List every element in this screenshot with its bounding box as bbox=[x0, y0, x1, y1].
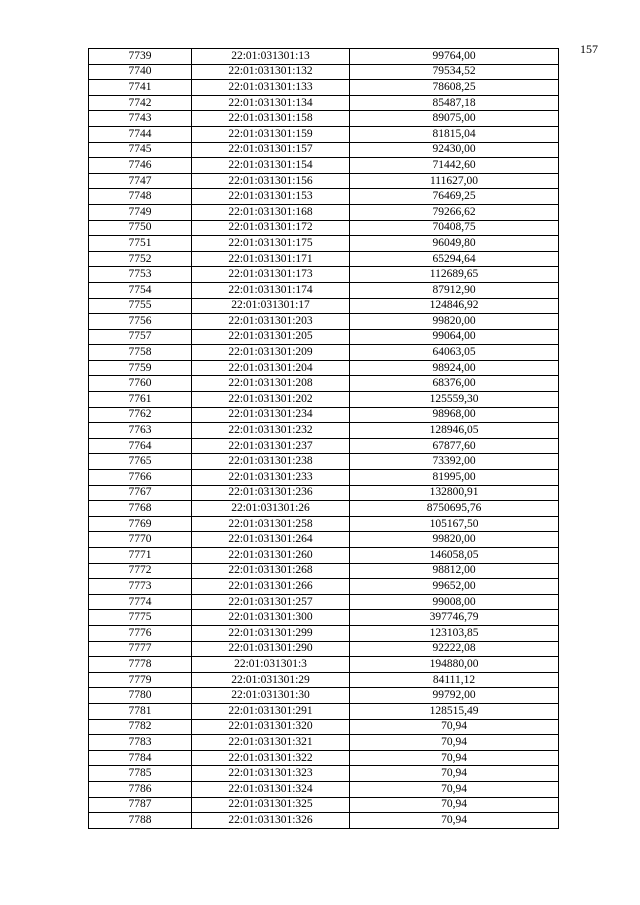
cadastral-value-cell: 99652,00 bbox=[350, 579, 559, 595]
table-row bbox=[89, 189, 559, 205]
cadastral-value-cell: 73392,00 bbox=[350, 454, 559, 470]
cadastral-value-cell: 125559,30 bbox=[350, 392, 559, 408]
cadastral-value-cell: 128515,49 bbox=[350, 703, 559, 719]
table-row bbox=[89, 485, 559, 501]
row-number-cell: 7760 bbox=[89, 376, 192, 392]
row-number-cell: 7747 bbox=[89, 173, 192, 189]
table-row bbox=[89, 470, 559, 486]
table-row bbox=[89, 501, 559, 517]
cadastral-value-cell: 99764,00 bbox=[350, 49, 559, 65]
table-row bbox=[89, 376, 559, 392]
row-number-cell: 7770 bbox=[89, 532, 192, 548]
row-number-cell: 7776 bbox=[89, 625, 192, 641]
cadastral-number-cell: 22:01:031301:30 bbox=[192, 688, 350, 704]
cadastral-number-cell: 22:01:031301:158 bbox=[192, 111, 350, 127]
cadastral-number-cell: 22:01:031301:208 bbox=[192, 376, 350, 392]
cadastral-value-cell: 70,94 bbox=[350, 719, 559, 735]
cadastral-number-cell: 22:01:031301:326 bbox=[192, 813, 350, 829]
table-row bbox=[89, 64, 559, 80]
cadastral-value-cell: 70,94 bbox=[350, 797, 559, 813]
table-row bbox=[89, 251, 559, 267]
table-row bbox=[89, 173, 559, 189]
cadastral-value-cell: 99792,00 bbox=[350, 688, 559, 704]
cadastral-number-cell: 22:01:031301:325 bbox=[192, 797, 350, 813]
table-row bbox=[89, 407, 559, 423]
cadastral-number-cell: 22:01:031301:321 bbox=[192, 735, 350, 751]
row-number-cell: 7763 bbox=[89, 423, 192, 439]
row-number-cell: 7782 bbox=[89, 719, 192, 735]
cadastral-value-cell: 70,94 bbox=[350, 750, 559, 766]
cadastral-number-cell: 22:01:031301:322 bbox=[192, 750, 350, 766]
cadastral-number-cell: 22:01:031301:173 bbox=[192, 267, 350, 283]
cadastral-number-cell: 22:01:031301:203 bbox=[192, 314, 350, 330]
row-number-cell: 7786 bbox=[89, 781, 192, 797]
table-row bbox=[89, 204, 559, 220]
row-number-cell: 7765 bbox=[89, 454, 192, 470]
cadastral-number-cell: 22:01:031301:238 bbox=[192, 454, 350, 470]
cadastral-number-cell: 22:01:031301:204 bbox=[192, 360, 350, 376]
row-number-cell: 7762 bbox=[89, 407, 192, 423]
row-number-cell: 7787 bbox=[89, 797, 192, 813]
row-number-cell: 7785 bbox=[89, 766, 192, 782]
cadastral-value-cell: 70,94 bbox=[350, 766, 559, 782]
row-number-cell: 7753 bbox=[89, 267, 192, 283]
table-row bbox=[89, 750, 559, 766]
cadastral-value-cell: 98924,00 bbox=[350, 360, 559, 376]
cadastral-number-cell: 22:01:031301:268 bbox=[192, 563, 350, 579]
cadastral-number-cell: 22:01:031301:13 bbox=[192, 49, 350, 65]
row-number-cell: 7740 bbox=[89, 64, 192, 80]
cadastral-value-cell: 132800,91 bbox=[350, 485, 559, 501]
row-number-cell: 7778 bbox=[89, 657, 192, 673]
table-row bbox=[89, 657, 559, 673]
cadastral-number-cell: 22:01:031301:133 bbox=[192, 80, 350, 96]
cadastral-value-cell: 99064,00 bbox=[350, 329, 559, 345]
table-row bbox=[89, 797, 559, 813]
cadastral-number-cell: 22:01:031301:205 bbox=[192, 329, 350, 345]
cadastral-value-cell: 76469,25 bbox=[350, 189, 559, 205]
table-row bbox=[89, 594, 559, 610]
table-row bbox=[89, 579, 559, 595]
row-number-cell: 7777 bbox=[89, 641, 192, 657]
cadastral-value-cell: 78608,25 bbox=[350, 80, 559, 96]
cadastral-number-cell: 22:01:031301:232 bbox=[192, 423, 350, 439]
cadastral-value-cell: 98968,00 bbox=[350, 407, 559, 423]
cadastral-number-cell: 22:01:031301:134 bbox=[192, 95, 350, 111]
cadastral-value-cell: 65294,64 bbox=[350, 251, 559, 267]
cadastral-number-cell: 22:01:031301:156 bbox=[192, 173, 350, 189]
row-number-cell: 7774 bbox=[89, 594, 192, 610]
row-number-cell: 7746 bbox=[89, 158, 192, 174]
table-row bbox=[89, 548, 559, 564]
table-row bbox=[89, 532, 559, 548]
cadastral-number-cell: 22:01:031301:29 bbox=[192, 672, 350, 688]
table-row bbox=[89, 423, 559, 439]
table-row bbox=[89, 314, 559, 330]
table-row bbox=[89, 438, 559, 454]
table-row bbox=[89, 298, 559, 314]
cadastral-value-cell: 397746,79 bbox=[350, 610, 559, 626]
cadastral-value-cell: 70,94 bbox=[350, 735, 559, 751]
cadastral-value-cell: 89075,00 bbox=[350, 111, 559, 127]
table-row bbox=[89, 49, 559, 65]
table-body bbox=[89, 49, 559, 829]
cadastral-value-cell: 85487,18 bbox=[350, 95, 559, 111]
cadastral-number-cell: 22:01:031301:258 bbox=[192, 516, 350, 532]
table-row bbox=[89, 563, 559, 579]
cadastral-number-cell: 22:01:031301:237 bbox=[192, 438, 350, 454]
cadastral-number-cell: 22:01:031301:260 bbox=[192, 548, 350, 564]
cadastral-value-cell: 81995,00 bbox=[350, 470, 559, 486]
table-row bbox=[89, 111, 559, 127]
cadastral-value-cell: 92222,08 bbox=[350, 641, 559, 657]
row-number-cell: 7772 bbox=[89, 563, 192, 579]
cadastral-number-cell: 22:01:031301:236 bbox=[192, 485, 350, 501]
row-number-cell: 7741 bbox=[89, 80, 192, 96]
row-number-cell: 7756 bbox=[89, 314, 192, 330]
row-number-cell: 7757 bbox=[89, 329, 192, 345]
table-row bbox=[89, 360, 559, 376]
cadastral-number-cell: 22:01:031301:172 bbox=[192, 220, 350, 236]
table-row bbox=[89, 516, 559, 532]
cadastral-value-cell: 68376,00 bbox=[350, 376, 559, 392]
table-row bbox=[89, 282, 559, 298]
table-row bbox=[89, 688, 559, 704]
table-row bbox=[89, 80, 559, 96]
cadastral-value-cell: 67877,60 bbox=[350, 438, 559, 454]
table-row bbox=[89, 95, 559, 111]
row-number-cell: 7781 bbox=[89, 703, 192, 719]
table-row bbox=[89, 345, 559, 361]
row-number-cell: 7743 bbox=[89, 111, 192, 127]
table-row bbox=[89, 641, 559, 657]
row-number-cell: 7764 bbox=[89, 438, 192, 454]
cadastral-number-cell: 22:01:031301:171 bbox=[192, 251, 350, 267]
row-number-cell: 7766 bbox=[89, 470, 192, 486]
cadastral-number-cell: 22:01:031301:26 bbox=[192, 501, 350, 517]
row-number-cell: 7759 bbox=[89, 360, 192, 376]
cadastral-value-cell: 112689,65 bbox=[350, 267, 559, 283]
table-row bbox=[89, 813, 559, 829]
cadastral-value-cell: 123103,85 bbox=[350, 625, 559, 641]
cadastral-value-table bbox=[88, 48, 559, 829]
cadastral-value-cell: 70408,75 bbox=[350, 220, 559, 236]
cadastral-value-cell: 70,94 bbox=[350, 813, 559, 829]
cadastral-value-cell: 79266,62 bbox=[350, 204, 559, 220]
table-row bbox=[89, 781, 559, 797]
cadastral-number-cell: 22:01:031301:324 bbox=[192, 781, 350, 797]
cadastral-value-cell: 81815,04 bbox=[350, 126, 559, 142]
row-number-cell: 7773 bbox=[89, 579, 192, 595]
cadastral-value-cell: 105167,50 bbox=[350, 516, 559, 532]
row-number-cell: 7752 bbox=[89, 251, 192, 267]
row-number-cell: 7750 bbox=[89, 220, 192, 236]
row-number-cell: 7745 bbox=[89, 142, 192, 158]
cadastral-number-cell: 22:01:031301:175 bbox=[192, 236, 350, 252]
cadastral-number-cell: 22:01:031301:323 bbox=[192, 766, 350, 782]
table-row bbox=[89, 329, 559, 345]
cadastral-value-cell: 99820,00 bbox=[350, 532, 559, 548]
row-number-cell: 7751 bbox=[89, 236, 192, 252]
cadastral-value-cell: 98812,00 bbox=[350, 563, 559, 579]
cadastral-number-cell: 22:01:031301:159 bbox=[192, 126, 350, 142]
table-row bbox=[89, 142, 559, 158]
cadastral-number-cell: 22:01:031301:17 bbox=[192, 298, 350, 314]
table-row bbox=[89, 719, 559, 735]
table-row bbox=[89, 158, 559, 174]
row-number-cell: 7742 bbox=[89, 95, 192, 111]
cadastral-value-cell: 194880,00 bbox=[350, 657, 559, 673]
table-row bbox=[89, 610, 559, 626]
row-number-cell: 7755 bbox=[89, 298, 192, 314]
cadastral-value-cell: 70,94 bbox=[350, 781, 559, 797]
cadastral-value-cell: 92430,00 bbox=[350, 142, 559, 158]
cadastral-number-cell: 22:01:031301:234 bbox=[192, 407, 350, 423]
table-row bbox=[89, 392, 559, 408]
cadastral-value-cell: 96049,80 bbox=[350, 236, 559, 252]
cadastral-number-cell: 22:01:031301:300 bbox=[192, 610, 350, 626]
row-number-cell: 7784 bbox=[89, 750, 192, 766]
cadastral-number-cell: 22:01:031301:153 bbox=[192, 189, 350, 205]
row-number-cell: 7748 bbox=[89, 189, 192, 205]
cadastral-value-cell: 84111,12 bbox=[350, 672, 559, 688]
table-row bbox=[89, 766, 559, 782]
row-number-cell: 7783 bbox=[89, 735, 192, 751]
table-row bbox=[89, 220, 559, 236]
cadastral-value-cell: 71442,60 bbox=[350, 158, 559, 174]
row-number-cell: 7769 bbox=[89, 516, 192, 532]
cadastral-number-cell: 22:01:031301:264 bbox=[192, 532, 350, 548]
table-row bbox=[89, 703, 559, 719]
cadastral-number-cell: 22:01:031301:257 bbox=[192, 594, 350, 610]
row-number-cell: 7767 bbox=[89, 485, 192, 501]
cadastral-number-cell: 22:01:031301:3 bbox=[192, 657, 350, 673]
cadastral-value-cell: 128946,05 bbox=[350, 423, 559, 439]
cadastral-value-cell: 99008,00 bbox=[350, 594, 559, 610]
row-number-cell: 7749 bbox=[89, 204, 192, 220]
cadastral-value-cell: 146058,05 bbox=[350, 548, 559, 564]
cadastral-number-cell: 22:01:031301:209 bbox=[192, 345, 350, 361]
cadastral-number-cell: 22:01:031301:290 bbox=[192, 641, 350, 657]
row-number-cell: 7744 bbox=[89, 126, 192, 142]
table-row bbox=[89, 625, 559, 641]
cadastral-number-cell: 22:01:031301:157 bbox=[192, 142, 350, 158]
row-number-cell: 7779 bbox=[89, 672, 192, 688]
cadastral-value-cell: 87912,90 bbox=[350, 282, 559, 298]
cadastral-number-cell: 22:01:031301:233 bbox=[192, 470, 350, 486]
table-row bbox=[89, 236, 559, 252]
cadastral-value-cell: 8750695,76 bbox=[350, 501, 559, 517]
row-number-cell: 7761 bbox=[89, 392, 192, 408]
table-row bbox=[89, 735, 559, 751]
row-number-cell: 7754 bbox=[89, 282, 192, 298]
cadastral-number-cell: 22:01:031301:154 bbox=[192, 158, 350, 174]
cadastral-value-cell: 111627,00 bbox=[350, 173, 559, 189]
cadastral-number-cell: 22:01:031301:266 bbox=[192, 579, 350, 595]
cadastral-number-cell: 22:01:031301:320 bbox=[192, 719, 350, 735]
row-number-cell: 7739 bbox=[89, 49, 192, 65]
cadastral-value-cell: 124846,92 bbox=[350, 298, 559, 314]
cadastral-number-cell: 22:01:031301:174 bbox=[192, 282, 350, 298]
table-row bbox=[89, 126, 559, 142]
cadastral-number-cell: 22:01:031301:202 bbox=[192, 392, 350, 408]
row-number-cell: 7771 bbox=[89, 548, 192, 564]
row-number-cell: 7788 bbox=[89, 813, 192, 829]
cadastral-value-cell: 99820,00 bbox=[350, 314, 559, 330]
page-number: 157 bbox=[580, 42, 598, 56]
cadastral-number-cell: 22:01:031301:299 bbox=[192, 625, 350, 641]
cadastral-number-cell: 22:01:031301:291 bbox=[192, 703, 350, 719]
table-row bbox=[89, 454, 559, 470]
row-number-cell: 7758 bbox=[89, 345, 192, 361]
table-row bbox=[89, 267, 559, 283]
cadastral-number-cell: 22:01:031301:132 bbox=[192, 64, 350, 80]
row-number-cell: 7780 bbox=[89, 688, 192, 704]
cadastral-value-cell: 79534,52 bbox=[350, 64, 559, 80]
row-number-cell: 7768 bbox=[89, 501, 192, 517]
table-row bbox=[89, 672, 559, 688]
cadastral-value-cell: 64063,05 bbox=[350, 345, 559, 361]
row-number-cell: 7775 bbox=[89, 610, 192, 626]
cadastral-number-cell: 22:01:031301:168 bbox=[192, 204, 350, 220]
